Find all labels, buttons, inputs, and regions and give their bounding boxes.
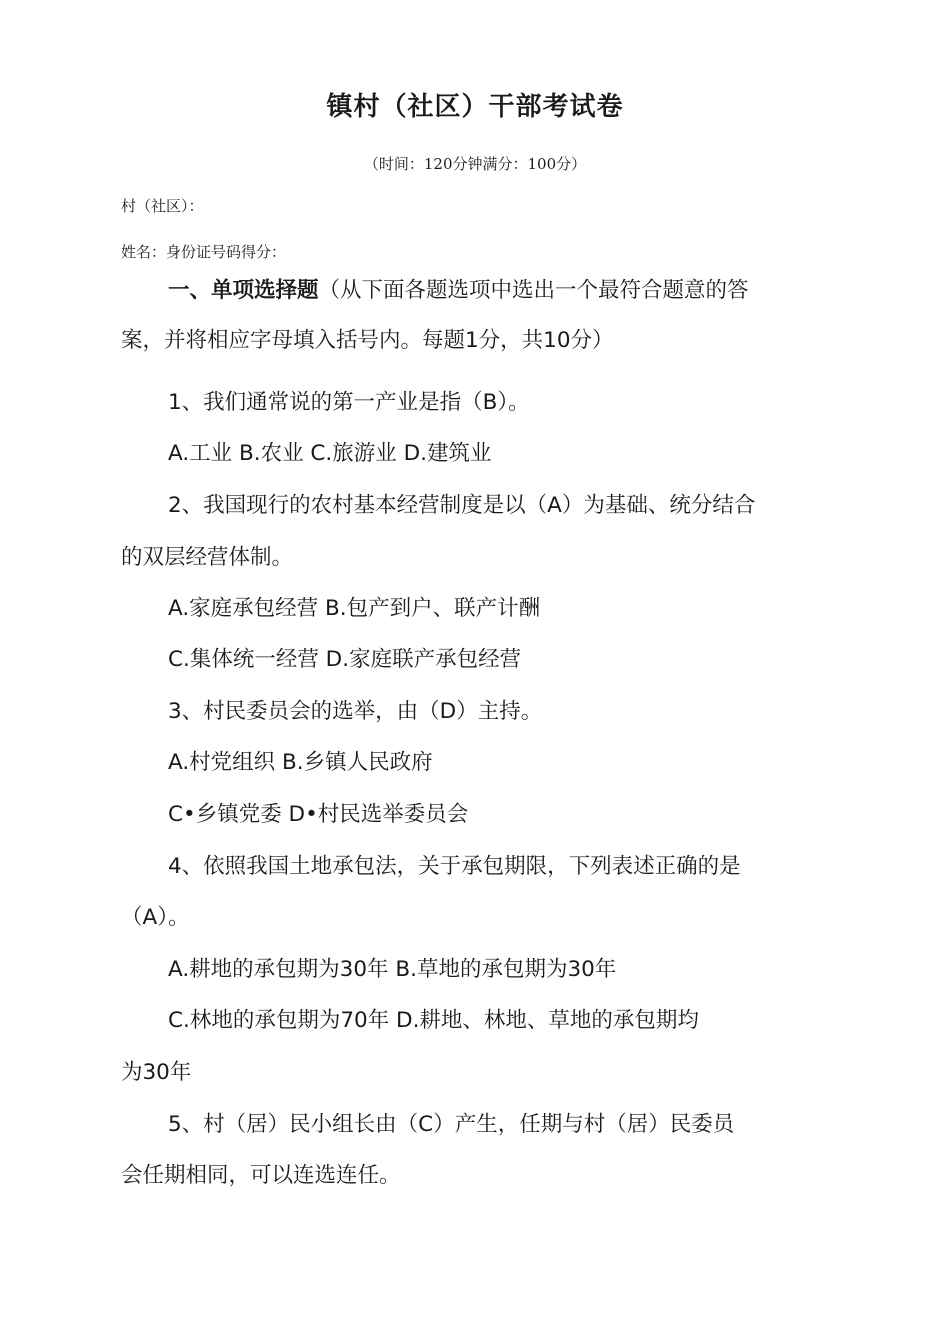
question-2-options: A.家庭承包经营 B.包产到户、联产计酬: [168, 596, 541, 621]
village-label: 村（社区）：: [121, 197, 204, 215]
question-4: 4、依照我国土地承包法，关于承包期限，下列表述正确的是: [168, 854, 741, 879]
question-4-cont: （A）。: [121, 905, 190, 930]
question-5: 5、村（居）民小组长由（C）产生，任期与村（居）民委员: [168, 1112, 735, 1137]
question-1-options: A.工业 B.农业 C.旅游业 D.建筑业: [168, 441, 492, 466]
question-5-cont: 会任期相同，可以连选连任。: [121, 1163, 401, 1188]
question-2-cont: 的双层经营体制。: [121, 545, 294, 570]
section-heading: [168, 276, 749, 306]
question-3-options: A.村党组织 B.乡镇人民政府: [168, 750, 433, 775]
question-4-options-cont2: 为30年: [121, 1060, 192, 1085]
question-4-options: A.耕地的承包期为30年 B.草地的承包期为30年: [168, 957, 617, 982]
question-3: 3、村民委员会的选举，由（D）主持。: [168, 699, 543, 724]
question-4-options-cont: C.林地的承包期为70年 D.耕地、林地、草地的承包期均: [168, 1008, 699, 1033]
exam-time-score: （时间：120分钟满分：100分）: [363, 155, 587, 173]
question-2-options-cont: C.集体统一经营 D.家庭联产承包经营: [168, 647, 522, 672]
question-3-options-cont: C•乡镇党委 D•村民选举委员会: [168, 802, 469, 827]
section-heading-title: 一、单项选择题: [168, 278, 319, 303]
page-title: 镇村（社区）干部考试卷: [326, 92, 624, 122]
section-heading-instructions: （从下面各题选项中选出一个最符合题意的答: [318, 278, 749, 303]
section-heading-instructions-cont: 案，并将相应字母填入括号内。每题1分，共10分）: [121, 328, 614, 353]
name-id-score-line: 姓名：身份证号码得分：: [121, 243, 287, 261]
question-1: 1、我们通常说的第一产业是指（B）。: [168, 390, 530, 415]
question-2: 2、我国现行的农村基本经营制度是以（A）为基础、统分结合: [168, 493, 756, 518]
